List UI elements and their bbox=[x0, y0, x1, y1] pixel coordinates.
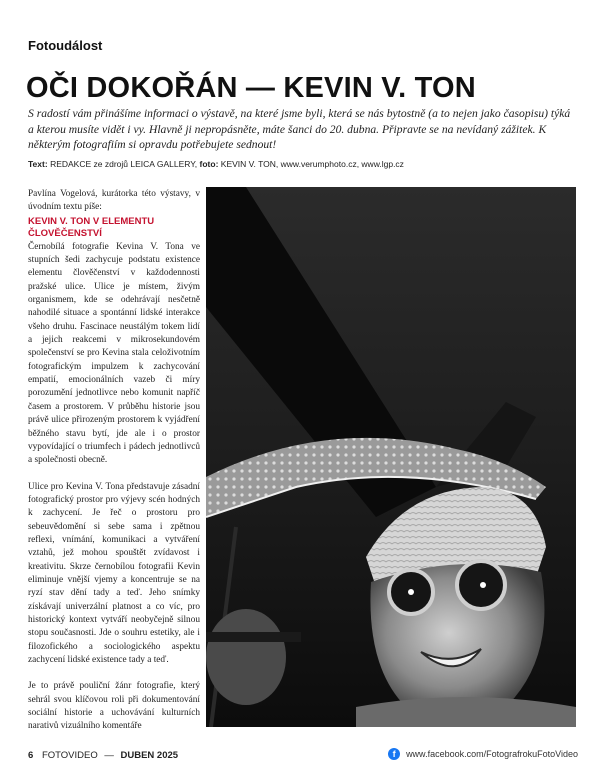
body-column bbox=[28, 188, 200, 734]
facebook-link[interactable] bbox=[388, 748, 578, 760]
body-paragraph-2: Ulice pro Kevina V. Tona představuje zásadní fotografický prostor pro výjevy scén hodných k zachycení. Je řeč o prostoru pro sebeuvědomění si sebe sama i zpětnou reflexi, vnímání, komunikaci a vytváření vztahů, jež mohou spouštět zvídavost i kreativitu. Skrze černobílou fotografii Kevin eliminuje vnější vjemy a koncentruje se na ryzí stav dění tady a teď. Jeho snímky získávají univerzální platnost a co víc, pro historický kontext vytváří neobyčejně silnou stopu současnosti. Jde o souhru estetiky, ale i filozofického a sociologického aspektu zachycení lidské existence tady a teď. bbox=[28, 481, 200, 665]
article-headline: OČI DOKOŘÁN — KEVIN V. TON bbox=[26, 72, 476, 104]
photo-glasses-sparkle-left bbox=[408, 589, 414, 595]
credit-text-value: REDAKCE ze zdrojů LEICA GALLERY, bbox=[50, 159, 198, 169]
magazine-name: FOTOVIDEO bbox=[41, 750, 98, 761]
page-number: 6 bbox=[28, 750, 34, 761]
credit-foto-value: KEVIN V. TON, www.verumphoto.cz, www.lgp.cz bbox=[220, 159, 404, 169]
body-subhead: KEVIN V. TON V ELEMENTU ČLOVĚČENSTVÍ bbox=[28, 215, 155, 239]
photo-man-glasses bbox=[206, 632, 301, 642]
credit-foto-label: foto: bbox=[199, 159, 219, 169]
photo-man-head bbox=[206, 609, 286, 705]
body-intro: Pavlína Vogelová, kurátorka této výstavy, v úvodním textu píše: bbox=[28, 189, 200, 213]
page-footer bbox=[28, 750, 178, 761]
article-credit bbox=[28, 159, 588, 169]
body-paragraph-3: Je to právě pouliční žánr fotografie, který sehrál svou klíčovou roli při dokumentování sociální historie a uchovávání kulturních narativů vizuálního komentáře bbox=[28, 681, 200, 732]
issue-date: DUBEN 2025 bbox=[120, 750, 179, 761]
footer-separator: — bbox=[104, 750, 114, 761]
facebook-url[interactable]: www.facebook.com/FotografrokuFotoVideo bbox=[406, 749, 578, 759]
article-lede: S radostí vám přinášíme informaci o výstavě, na které jsme byli, která se nás bytostně (a to nejen jako časopisu) týká a kterou musíte vidět i vy. Hlavně ji nepropásněte, máte šanci do 20. dubna. Připravte se na nevídaný zážitek. K některým fotografiím si opravdu potřebujete sednout! bbox=[28, 107, 571, 151]
photo-illustration bbox=[206, 187, 576, 727]
facebook-icon: f bbox=[388, 748, 400, 760]
article-photo bbox=[206, 187, 576, 727]
section-label: Fotoudálost bbox=[28, 38, 103, 53]
body-paragraph-1: Černobílá fotografie Kevina V. Tona ve stupních šedi zachycuje podstatu existence elementu člověčenství v každodennosti pražské ulice. Ulice je místem, živým organismem, kde se odehrávají nesčetně nahodilé situace a spontánní lidské interakce všeho druhu. Fascinace neustálým tokem lidí a jejich reakcemi v mikrosekundovém společenství se pro Kevina stala celoživotním fotografickým impulzem k zachycování empatií, emocionálních vazeb či míry porozumění jednotlivce nebo komunit napříč časem a prostorem. V průběhu historie jsou právě ulice přirozeným prostorem k vyjádření běžného stavu bytí, jde ale i o prostor vypovídající o triumfech i pádech jednotlivců a společnosti obecně. bbox=[28, 241, 200, 466]
photo-glasses-sparkle-right bbox=[480, 582, 486, 588]
credit-text-label: Text: bbox=[28, 159, 48, 169]
